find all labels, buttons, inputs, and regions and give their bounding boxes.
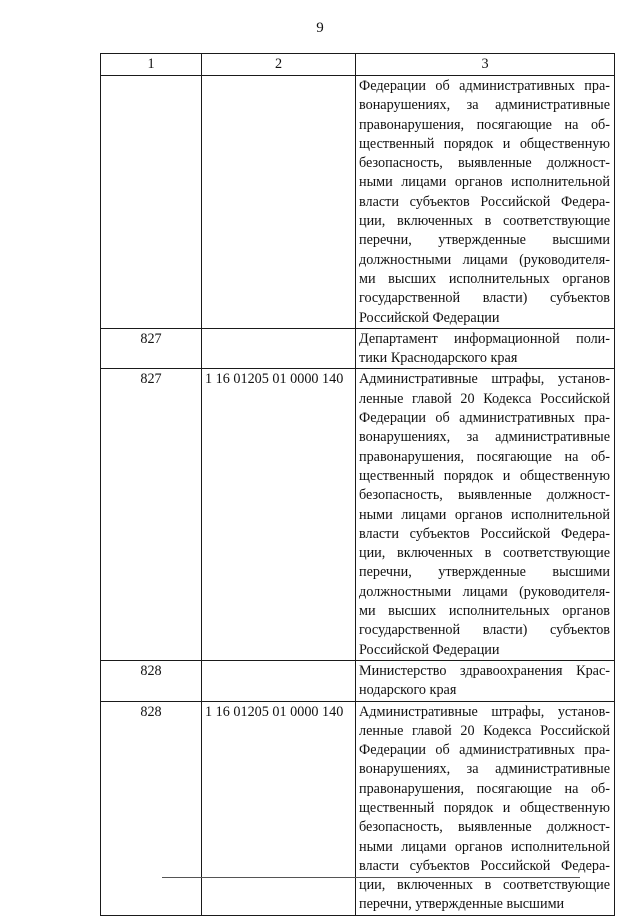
description-line: власти субъектов Российской Федера- <box>359 525 610 542</box>
page-number: 9 <box>316 20 324 36</box>
description-line: ными лицами органов исполнительной <box>359 174 610 191</box>
description-line: ными лицами органов исполнительной <box>359 838 610 855</box>
description-line: Федерации об административных пра- <box>359 410 610 427</box>
admin-code-cell <box>101 76 202 329</box>
description-line: правонарушения, посягающие на об- <box>359 116 610 133</box>
table-row <box>101 660 615 701</box>
budget-classification-code-cell: 1 16 01205 01 0000 140 <box>202 701 356 915</box>
description-line: государственной власти) субъектов <box>359 290 610 307</box>
description-line: Административные штрафы, установ- <box>359 371 610 388</box>
description-cell <box>356 328 615 369</box>
budget-classification-code-cell: 1 16 01205 01 0000 140 <box>202 369 356 660</box>
description-line: должностными лицами (руководителя- <box>359 583 610 600</box>
description-line: вонарушениях, за административные <box>359 97 610 114</box>
footer-rule <box>162 877 580 878</box>
description-line: власти субъектов Российской Федера- <box>359 857 610 874</box>
description-cell <box>356 660 615 701</box>
description-line: щественный порядок и общественную <box>359 135 610 152</box>
budget-classification-code-cell <box>202 660 356 701</box>
column-header: 2 <box>202 54 356 76</box>
table-header-row <box>101 54 615 76</box>
description-line: Департамент информационной поли- <box>359 330 610 347</box>
description-line: Министерство здравоохранения Крас- <box>359 662 610 679</box>
description-line: Федерации об административных пра- <box>359 742 610 759</box>
description-line: ленные главой 20 Кодекса Российской <box>359 390 610 407</box>
budget-code-table <box>100 53 615 916</box>
admin-code-cell: 827 <box>101 328 202 369</box>
table-row <box>101 701 615 915</box>
description-line: государственной власти) субъектов <box>359 622 610 639</box>
budget-classification-code-cell <box>202 328 356 369</box>
description-line: безопасность, выявленные должност- <box>359 487 610 504</box>
table-row <box>101 76 615 329</box>
description-line: перечни, утвержденные высшими <box>359 896 565 913</box>
description-line: Российской Федерации <box>359 309 500 326</box>
column-header: 1 <box>101 54 202 76</box>
description-line: ции, включенных в соответствующие <box>359 213 610 230</box>
column-header: 3 <box>356 54 615 76</box>
description-line: безопасность, выявленные должност- <box>359 819 610 836</box>
description-line: вонарушениях, за административные <box>359 761 610 778</box>
description-cell <box>356 76 615 329</box>
description-line: Административные штрафы, установ- <box>359 703 610 720</box>
description-line: ми высших исполнительных органов <box>359 603 610 620</box>
budget-classification-code-cell <box>202 76 356 329</box>
description-line: щественный порядок и общественную <box>359 467 610 484</box>
description-line: Российской Федерации <box>359 641 500 658</box>
description-line: тики Краснодарского края <box>359 350 518 367</box>
description-line: ными лицами органов исполнительной <box>359 506 610 523</box>
table-body <box>101 76 615 916</box>
description-line: ции, включенных в соответствующие <box>359 545 610 562</box>
description-cell <box>356 701 615 915</box>
description-line: власти субъектов Российской Федера- <box>359 193 610 210</box>
description-line: Федерации об административных пра- <box>359 78 610 94</box>
description-line: перечни, утвержденные высшими <box>359 232 610 249</box>
description-line: ленные главой 20 Кодекса Российской <box>359 722 610 739</box>
description-line: должностными лицами (руководителя- <box>359 251 610 268</box>
description-line: вонарушениях, за административные <box>359 429 610 446</box>
admin-code-cell: 828 <box>101 701 202 915</box>
admin-code-cell: 827 <box>101 369 202 660</box>
table-row <box>101 369 615 660</box>
description-line: щественный порядок и общественную <box>359 799 610 816</box>
admin-code-cell: 828 <box>101 660 202 701</box>
description-line: перечни, утвержденные высшими <box>359 564 610 581</box>
description-line: безопасность, выявленные должност- <box>359 155 610 172</box>
table-row <box>101 328 615 369</box>
description-line: правонарушения, посягающие на об- <box>359 780 610 797</box>
description-line: ми высших исполнительных органов <box>359 270 610 287</box>
description-line: нодарского края <box>359 682 457 699</box>
description-line: ции, включенных в соответствующие <box>359 877 610 894</box>
description-cell <box>356 369 615 660</box>
description-line: правонарушения, посягающие на об- <box>359 448 610 465</box>
